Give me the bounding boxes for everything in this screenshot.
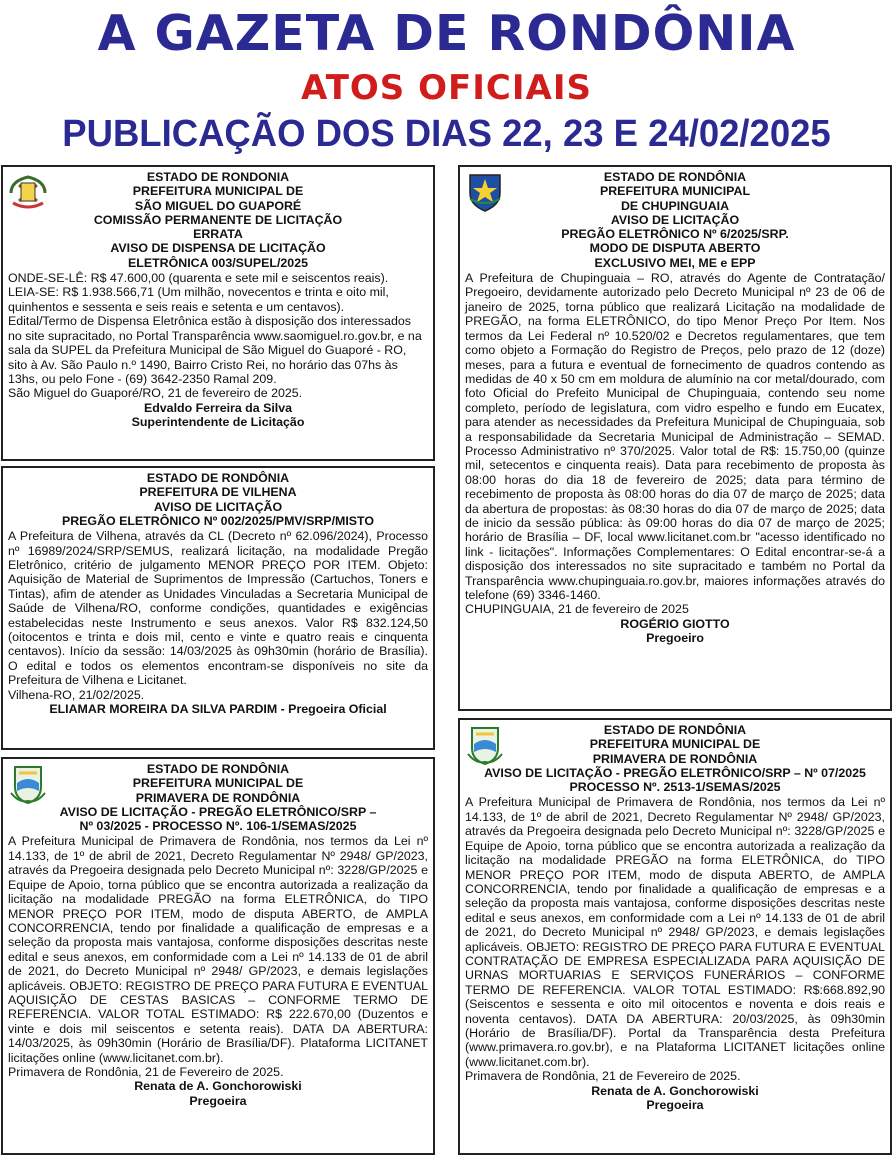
header-line: MODO DE DISPUTA ABERTO (589, 241, 761, 256)
signature-block (8, 401, 428, 430)
body-paragraph: ONDE-SE-LÊ: R$ 47.600,00 (quarenta e sete mil e seiscentos reais). (8, 271, 389, 286)
body-paragraph: A Prefeitura Municipal de Primavera de Rondônia, nos termos da Lei nº 14.133, de 1º de abril de 2021, Decreto Regulamentar Nº 2948/ GP/2023, através da Pregoeira designada pelo Decreto Municipal nº: 3228/GP/2025 e Equipe de Apoio, torna público que se encontra autorizada a realização da licitação na modalidade PREGÃO na forma ELETRÔNICA, do TIPO MENOR PREÇO POR ITEM, modo de disputa ABERTO, de AMPLA CONCORRENCIA, tendo por finalidade a qualificação de empresas e a seleção da proposta mais vantajosa, conforme disposições descritas neste edital e seus anexos, em conformidade com a Lei nº 14.133 de 01 de abril de 2021, do Decreto Municipal nº 2948/ GP/2023, e demais legislações aplicáveis. OBJETO: REGISTRO DE PREÇO PARA FUTURA E EVENTUAL CONTRATAÇÃO DE EMPRESA ESPECIALIZADA PARA AQUISIÇÃO DE URNAS MORTUARIAS E SERVIÇOS FUNERÁRIOS – CONFORME TERMO DE REFERENCIA. VALOR TOTAL ESTIMADO: R$:668.892,90 (Seiscentos e sessenta e oito mil oitocentos e noventa e dois reais e noventa centavos). DATA DA ABERTURA: 20/03/2025, às 09h30min (Horário de Brasília/DF). Portal da Transparência desta Prefeitura (www.primavera.ro.gov.br), e na Plataforma LICITANET licitações online (www.licitanet.com.br). (465, 795, 885, 1069)
notice-sao-miguel (1, 165, 435, 461)
body-paragraph: LEIA-SE: R$ 1.938.566,71 (Um milhão, novecentos e trinta e oito mil, quinhentos e sessenta e seis reais e setenta e um centavos). (8, 285, 389, 314)
signer-role: Pregoeira (646, 1098, 704, 1113)
signer-name: Renata de A. Gonchorowiski (134, 1079, 302, 1094)
signature-block (8, 1079, 428, 1108)
header-line: AVISO DE LICITAÇÃO (610, 212, 740, 227)
header-line: DE CHUPINGUAIA (620, 198, 730, 213)
header-line: PREGÃO ELETRÔNICO Nº 6/2025/SRP. (561, 227, 789, 242)
signer-role: Superintendente de Licitação (131, 415, 305, 430)
body-paragraph: A Prefeitura Municipal de Primavera de Rondônia, nos termos da Lei nº 14.133, de 1º de abril de 2021, Decreto Regulamentar Nº 2948/ GP/2023, através da Pregoeira designada pelo Decreto Municipal nº: 3228/GP/2025 e Equipe de Apoio, torna público que se encontra autorizada a realização da licitação na modalidade PREGÃO na forma ELETRÔNICA, do TIPO MENOR PREÇO POR ITEM, modo de disputa ABERTO, de AMPLA CONCORRENCIA, tendo por finalidade a qualificação de empresas e a seleção da proposta mais vantajosa, conforme disposições descritas neste edital e seus anexos, em conformidade com a Lei nº 14.133 de 01 de abril de 2021, do Decreto Municipal nº 2948/ GP/2023, e demais legislações aplicáveis. OBJETO: REGISTRO DE PREÇO PARA FUTURA E EVENTUAL AQUISIÇÃO DE CESTAS BASICAS – CONFORME TERMO DE REFERENCIA. VALOR TOTAL ESTIMADO: R$ 222.670,00 (Duzentos e vinte e dois mil seiscentos e setenta reais). DATA DA ABERTURA: 14/03/2025, às 09h30min (Horário de Brasília/DF). Plataforma LICITANET licitações online (www.licitanet.com.br). (8, 834, 428, 1065)
notice-body (8, 834, 428, 1079)
header-line: COMISSÃO PERMANENTE DE LICITAÇÃO (93, 212, 343, 227)
header-line: ESTADO DE RONDÔNIA (146, 471, 290, 485)
header-line: AVISO DE LICITAÇÃO - PREGÃO ELETRÔNICO/SRP – (59, 804, 377, 819)
newspaper-title: A GAZETA DE RONDÔNIA (97, 5, 796, 62)
header-line: SÃO MIGUEL DO GUAPORÉ (134, 198, 302, 213)
chupinguaia-coat-of-arms-icon (464, 171, 506, 213)
header-line: AVISO DE LICITAÇÃO (153, 499, 283, 514)
header-line: ELETRÔNICA 003/SUPEL/2025 (128, 255, 308, 270)
body-paragraph: A Prefeitura de Chupinguaia – RO, através do Agente de Contratação/ Pregoeiro, devidamente autorizado pelo Decreto Municipal nº 23 de 06 de janeiro de 2025, torna público que realizará Licitação na modalidade de PREGÃO, na forma ELETRÔNICO, do tipo Menor Preço Por Item. Nos termos da Lei Federal nº 10.520/02 e Decretos regulamentares, que tem como objeto a Formação do Registro de Preços, pelo prazo de 12 (doze) meses, para a futura e eventual de fornecimento de quadros contendo as medidas de 40 x 50 cm em moldura de alumínio na cor metal/dourado, com foto Oficial do Prefeito Municipal de Chupinguaia, contendo seu nome completo, período de legislatura, com vidro espelho e fundo em Eucatex, para atender as necessidades da Prefeitura Municipal de Chupinguaia, sob a responsabilidade da Secretaria Municipal de Administração – SEMAD. Processo Administrativo nº 370/2025. Valor total de R$: 15.750,00 (quinze mil, setecentos e cinquenta reais). Data para recebimento de proposta às 08:00 horas do dia 18 de fevereiro de 2025; data para término de recebimento de proposta às 08:00 horas do dia 07 de março de 2025; data da abertura de propostas: às 08:30 horas do dia 07 de março de 2025; data de inicio da sessão pública: às 09:00 horas do dia 07 de março de 2025; horário de Brasília – DF, local www.licitanet.com.br "acesso identificado no link - licitações". Informações Complementares: O Edital encontrar-se-á a disposição dos interessados no site supracitado e também no Portal da Transparência www.chupinguaia.ro.gov.br, maiores informações através do telefone (69) 3346-1460. (465, 271, 885, 603)
notice-header (8, 471, 428, 528)
notice-chupinguaia (458, 165, 892, 711)
signer-name: ELIAMAR MOREIRA DA SILVA PARDIM - Pregoeira Oficial (49, 702, 387, 717)
header-line: EXCLUSIVO MEI, ME e EPP (594, 255, 756, 270)
body-paragraph: A Prefeitura de Vilhena, através da CL (Decreto nº 62.096/2024), Processo nº 16989/2024/SRP/SEMUS, realizará licitação, na modalidade Pregão Eletrônico, critério de julgamento MENOR PREÇO POR ITEM. Objeto: Aquisição de Material de Suprimentos de Impressão (Cartuchos, Toners e Tintas), afim de atender as Unidades Vinculadas a Secretaria Municipal de Saúde de Vilhena/RO, conforme condições, quantidades e exigências estabelecidas neste Instrumento e seus anexos. Valor R$ 832.124,50 (oitocentos e trinta e dois mil, cento e vinte e quatro reais e cinquenta centavos). Início da sessão: 14/03/2025 às 09h30min (horário de Brasília). O edital e todos os elementos encontram-se disponíveis no site da Prefeitura de Vilhena e Licitanet. (8, 529, 428, 688)
publication-dates: PUBLICAÇÃO DOS DIAS 22, 23 E 24/02/2025 (62, 113, 831, 155)
masthead (0, 0, 893, 160)
header-line: PREFEITURA MUNICIPAL DE (132, 184, 304, 199)
section-title: ATOS OFICIAIS (301, 68, 592, 108)
header-line: ERRATA (193, 227, 243, 242)
header-line: PRIMAVERA DE RONDÔNIA (592, 751, 758, 766)
body-paragraph: Primavera de Rondônia, 21 de Fevereiro de 2025. (8, 1064, 284, 1079)
notice-body (8, 529, 428, 702)
notice-primavera-03 (1, 757, 435, 1155)
signature-block (8, 702, 428, 716)
header-line: ESTADO DE RONDÔNIA (603, 170, 747, 184)
notice-header (8, 170, 428, 270)
primavera-coat-of-arms-icon (464, 724, 506, 766)
primavera-coat-of-arms-icon (7, 763, 49, 805)
header-line: ESTADO DE RONDÔNIA (603, 723, 747, 737)
header-line: PREGÃO ELETRÔNICO Nº 002/2025/PMV/SRP/MISTO (61, 513, 375, 528)
notice-body (465, 271, 885, 617)
header-line: Nº 03/2025 - PROCESSO Nº. 106-1/SEMAS/2025 (79, 819, 357, 834)
body-paragraph: Vilhena-RO, 21/02/2025. (8, 687, 145, 702)
header-line: ESTADO DE RONDÔNIA (146, 762, 290, 776)
header-line: PREFEITURA MUNICIPAL DE (589, 737, 761, 752)
body-paragraph: Edital/Termo de Dispensa Eletrônica estão à disposição dos interessados no site supracitado, no Portal Transparência www.saomiguel.ro.gov.br, e na sala da SUPEL da Prefeitura Municipal de São Miguel do Guaporé - RO, sito à Av. São Paulo n.º 1490, Bairro Cristo Rei, no horário das 07hs às 13hs, ou pelo Fone - (69) 3642-2350 Ramal 209. (8, 314, 422, 386)
header-line: PRIMAVERA DE RONDÔNIA (135, 790, 301, 805)
notice-header (465, 723, 885, 794)
header-line: AVISO DE DISPENSA DE LICITAÇÃO (110, 241, 326, 256)
body-paragraph: Primavera de Rondônia, 21 de Fevereiro de 2025. (465, 1069, 741, 1084)
notice-primavera-07 (458, 718, 892, 1155)
notice-vilhena (1, 466, 435, 750)
signer-role: Pregoeira (189, 1093, 247, 1108)
sao-miguel-coat-of-arms-icon (7, 171, 49, 213)
signer-name: Renata de A. Gonchorowiski (591, 1083, 759, 1098)
header-line: AVISO DE LICITAÇÃO - PREGÃO ELETRÔNICO/SRP – Nº 07/2025 (484, 765, 866, 780)
notice-header (465, 170, 885, 270)
signature-block (465, 617, 885, 646)
notice-header (8, 762, 428, 833)
signer-name: ROGÉRIO GIOTTO (620, 616, 730, 631)
header-line: PREFEITURA MUNICIPAL (599, 184, 751, 199)
notice-body (465, 795, 885, 1083)
notice-body (8, 271, 428, 401)
body-paragraph: São Miguel do Guaporé/RO, 21 de fevereiro de 2025. (8, 386, 303, 401)
signature-block (465, 1084, 885, 1113)
header-line: ESTADO DE RONDONIA (146, 170, 290, 184)
body-paragraph: CHUPINGUAIA, 21 de fevereiro de 2025 (465, 602, 689, 617)
header-line: PROCESSO Nº. 2513-1/SEMAS/2025 (569, 780, 781, 795)
signer-role: Pregoeiro (646, 631, 704, 646)
header-line: PREFEITURA MUNICIPAL DE (132, 776, 304, 791)
signer-name: Edvaldo Ferreira da Silva (143, 400, 293, 415)
header-line: PREFEITURA DE VILHENA (139, 485, 297, 500)
